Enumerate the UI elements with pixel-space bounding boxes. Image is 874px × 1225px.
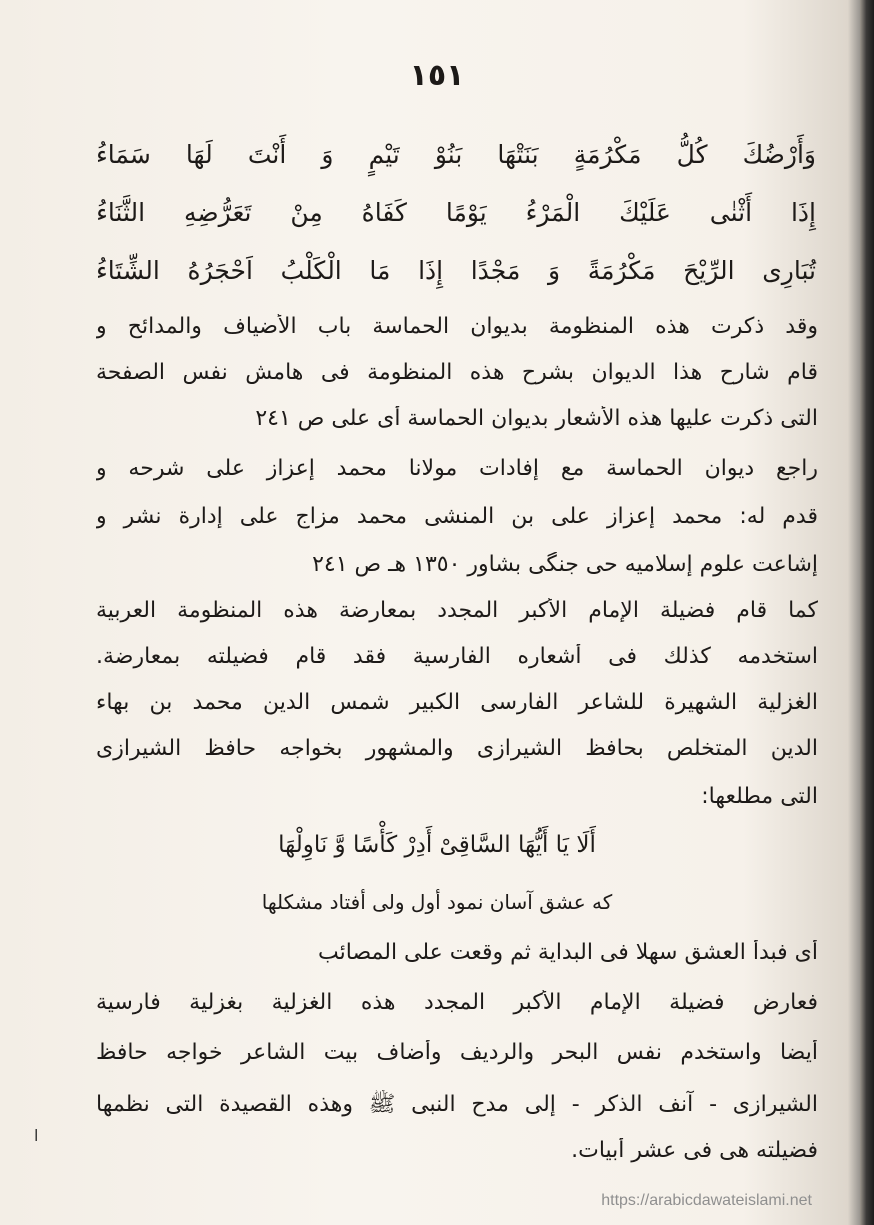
poem-word: مِنْ bbox=[290, 198, 323, 227]
poem-word: الثَّنَاءُ bbox=[96, 198, 146, 227]
paragraph-line: الغزلية الشهيرة للشاعر الفارسى الكبير شمس الدين محمد بن بهاء bbox=[96, 690, 818, 715]
poem-word: اَحْجَرُهُ bbox=[187, 256, 253, 285]
poem-word: وَ bbox=[321, 140, 334, 169]
poem-word: إِذَا bbox=[418, 256, 444, 285]
paragraph-line: كما قام فضيلة الإمام الأكبر المجدد بمعارضة هذه المنظومة العربية bbox=[96, 598, 818, 623]
poem-word: لَهَا bbox=[185, 140, 213, 169]
poem-line-2 bbox=[96, 198, 816, 227]
poem-word: وَ bbox=[547, 256, 561, 285]
poem-word: مَكْرُمَةً bbox=[587, 256, 656, 285]
paragraph-line: أيضا واستخدم نفس البحر والرديف وأضاف بيت الشاعر خواجه حافظ bbox=[96, 1040, 818, 1065]
poem-word: مَجْدًا bbox=[470, 256, 521, 285]
poem-word: إِذَا bbox=[790, 198, 816, 227]
poem-word: أَنْتَ bbox=[247, 140, 287, 169]
book-spine-shadow bbox=[860, 0, 874, 1225]
poem-word: مَكْرُمَةٍ bbox=[573, 140, 642, 169]
watermark-url: https://arabicdawateislami.net bbox=[601, 1192, 812, 1209]
poem-word: وَأَرْضُكَ bbox=[742, 140, 816, 169]
poem-word: كُلُّ bbox=[676, 140, 708, 169]
poem-word: بَنَتْهَا bbox=[497, 140, 539, 169]
paragraph-line: إشاعت علوم إسلاميه حى جنگى بشاور ١٣٥٠ هـ ص ٢٤١ bbox=[312, 552, 818, 577]
poem-word: تُبَارِى bbox=[762, 256, 816, 285]
paragraph-line: راجع ديوان الحماسة مع إفادات مولانا محمد إعزاز على شرحه و bbox=[96, 456, 818, 481]
poem-word: سَمَاءُ bbox=[96, 140, 151, 169]
poem-word: تَيْمٍ bbox=[368, 140, 400, 169]
paragraph-line: التى مطلعها: bbox=[701, 784, 818, 809]
poem-word: عَلَيْكَ bbox=[619, 198, 671, 227]
paragraph-line: استخدمه كذلك فى أشعاره الفارسية فقد قام فضيلته بمعارضة. bbox=[96, 644, 818, 669]
poem-word: الشِّتَاءُ bbox=[96, 256, 160, 285]
paragraph-line: وقد ذكرت هذه المنظومة بديوان الحماسة باب الأضياف والمدائح و bbox=[96, 314, 818, 339]
poem-word: مَا bbox=[369, 256, 391, 285]
poem-word: تَعَرُّضِهِ bbox=[184, 198, 252, 227]
paragraph-line: فضيلته هى فى عشر أبيات. bbox=[571, 1138, 818, 1163]
poem-line-3 bbox=[96, 256, 816, 285]
verse-arabic: أَلَا يَا أَيُّهَا السَّاقِىْ أَدِرْ كَأْسًا وَّ نَاوِلْهَا bbox=[278, 832, 596, 858]
poem-line-1 bbox=[96, 140, 816, 169]
verse-translation: أى فبدأ العشق سهلا فى البداية ثم وقعت على المصائب bbox=[318, 940, 818, 965]
poem-word: الْكَلْبُ bbox=[280, 256, 342, 285]
margin-mark: ا bbox=[34, 1126, 39, 1145]
poem-word: أَثْنٰى bbox=[709, 198, 753, 227]
paragraph-line: الدين المتخلص بحافظ الشيرازى والمشهور بخواجه حافظ الشيرازى bbox=[96, 736, 818, 761]
paragraph-line: الشيرازى - آنف الذكر - إلى مدح النبى ﷺ وهذه القصيدة التى نظمها bbox=[96, 1092, 818, 1117]
poem-word: يَوْمًا bbox=[445, 198, 487, 227]
poem-word: الْمَرْءُ bbox=[525, 198, 581, 227]
paragraph-line: التى ذكرت عليها هذه الأشعار بديوان الحماسة أى على ص ٢٤١ bbox=[255, 406, 818, 431]
paragraph-line: قام شارح هذا الديوان بشرح هذه المنظومة فى هامش نفس الصفحة bbox=[96, 360, 818, 385]
poem-word: بَنُوْ bbox=[434, 140, 463, 169]
paragraph-line: فعارض فضيلة الإمام الأكبر المجدد هذه الغزلية بغزلية فارسية bbox=[96, 990, 818, 1015]
verse-persian: كه عشق آسان نمود أول ولى أفتاد مشكلها bbox=[261, 890, 613, 914]
poem-word: كَفَاهُ bbox=[361, 198, 407, 227]
page-number: ١٥١ bbox=[409, 58, 465, 93]
paragraph-line: قدم له: محمد إعزاز على بن المنشى محمد مزاج على إدارة نشر و bbox=[96, 504, 818, 529]
poem-word: الرِّيْحَ bbox=[683, 256, 735, 285]
